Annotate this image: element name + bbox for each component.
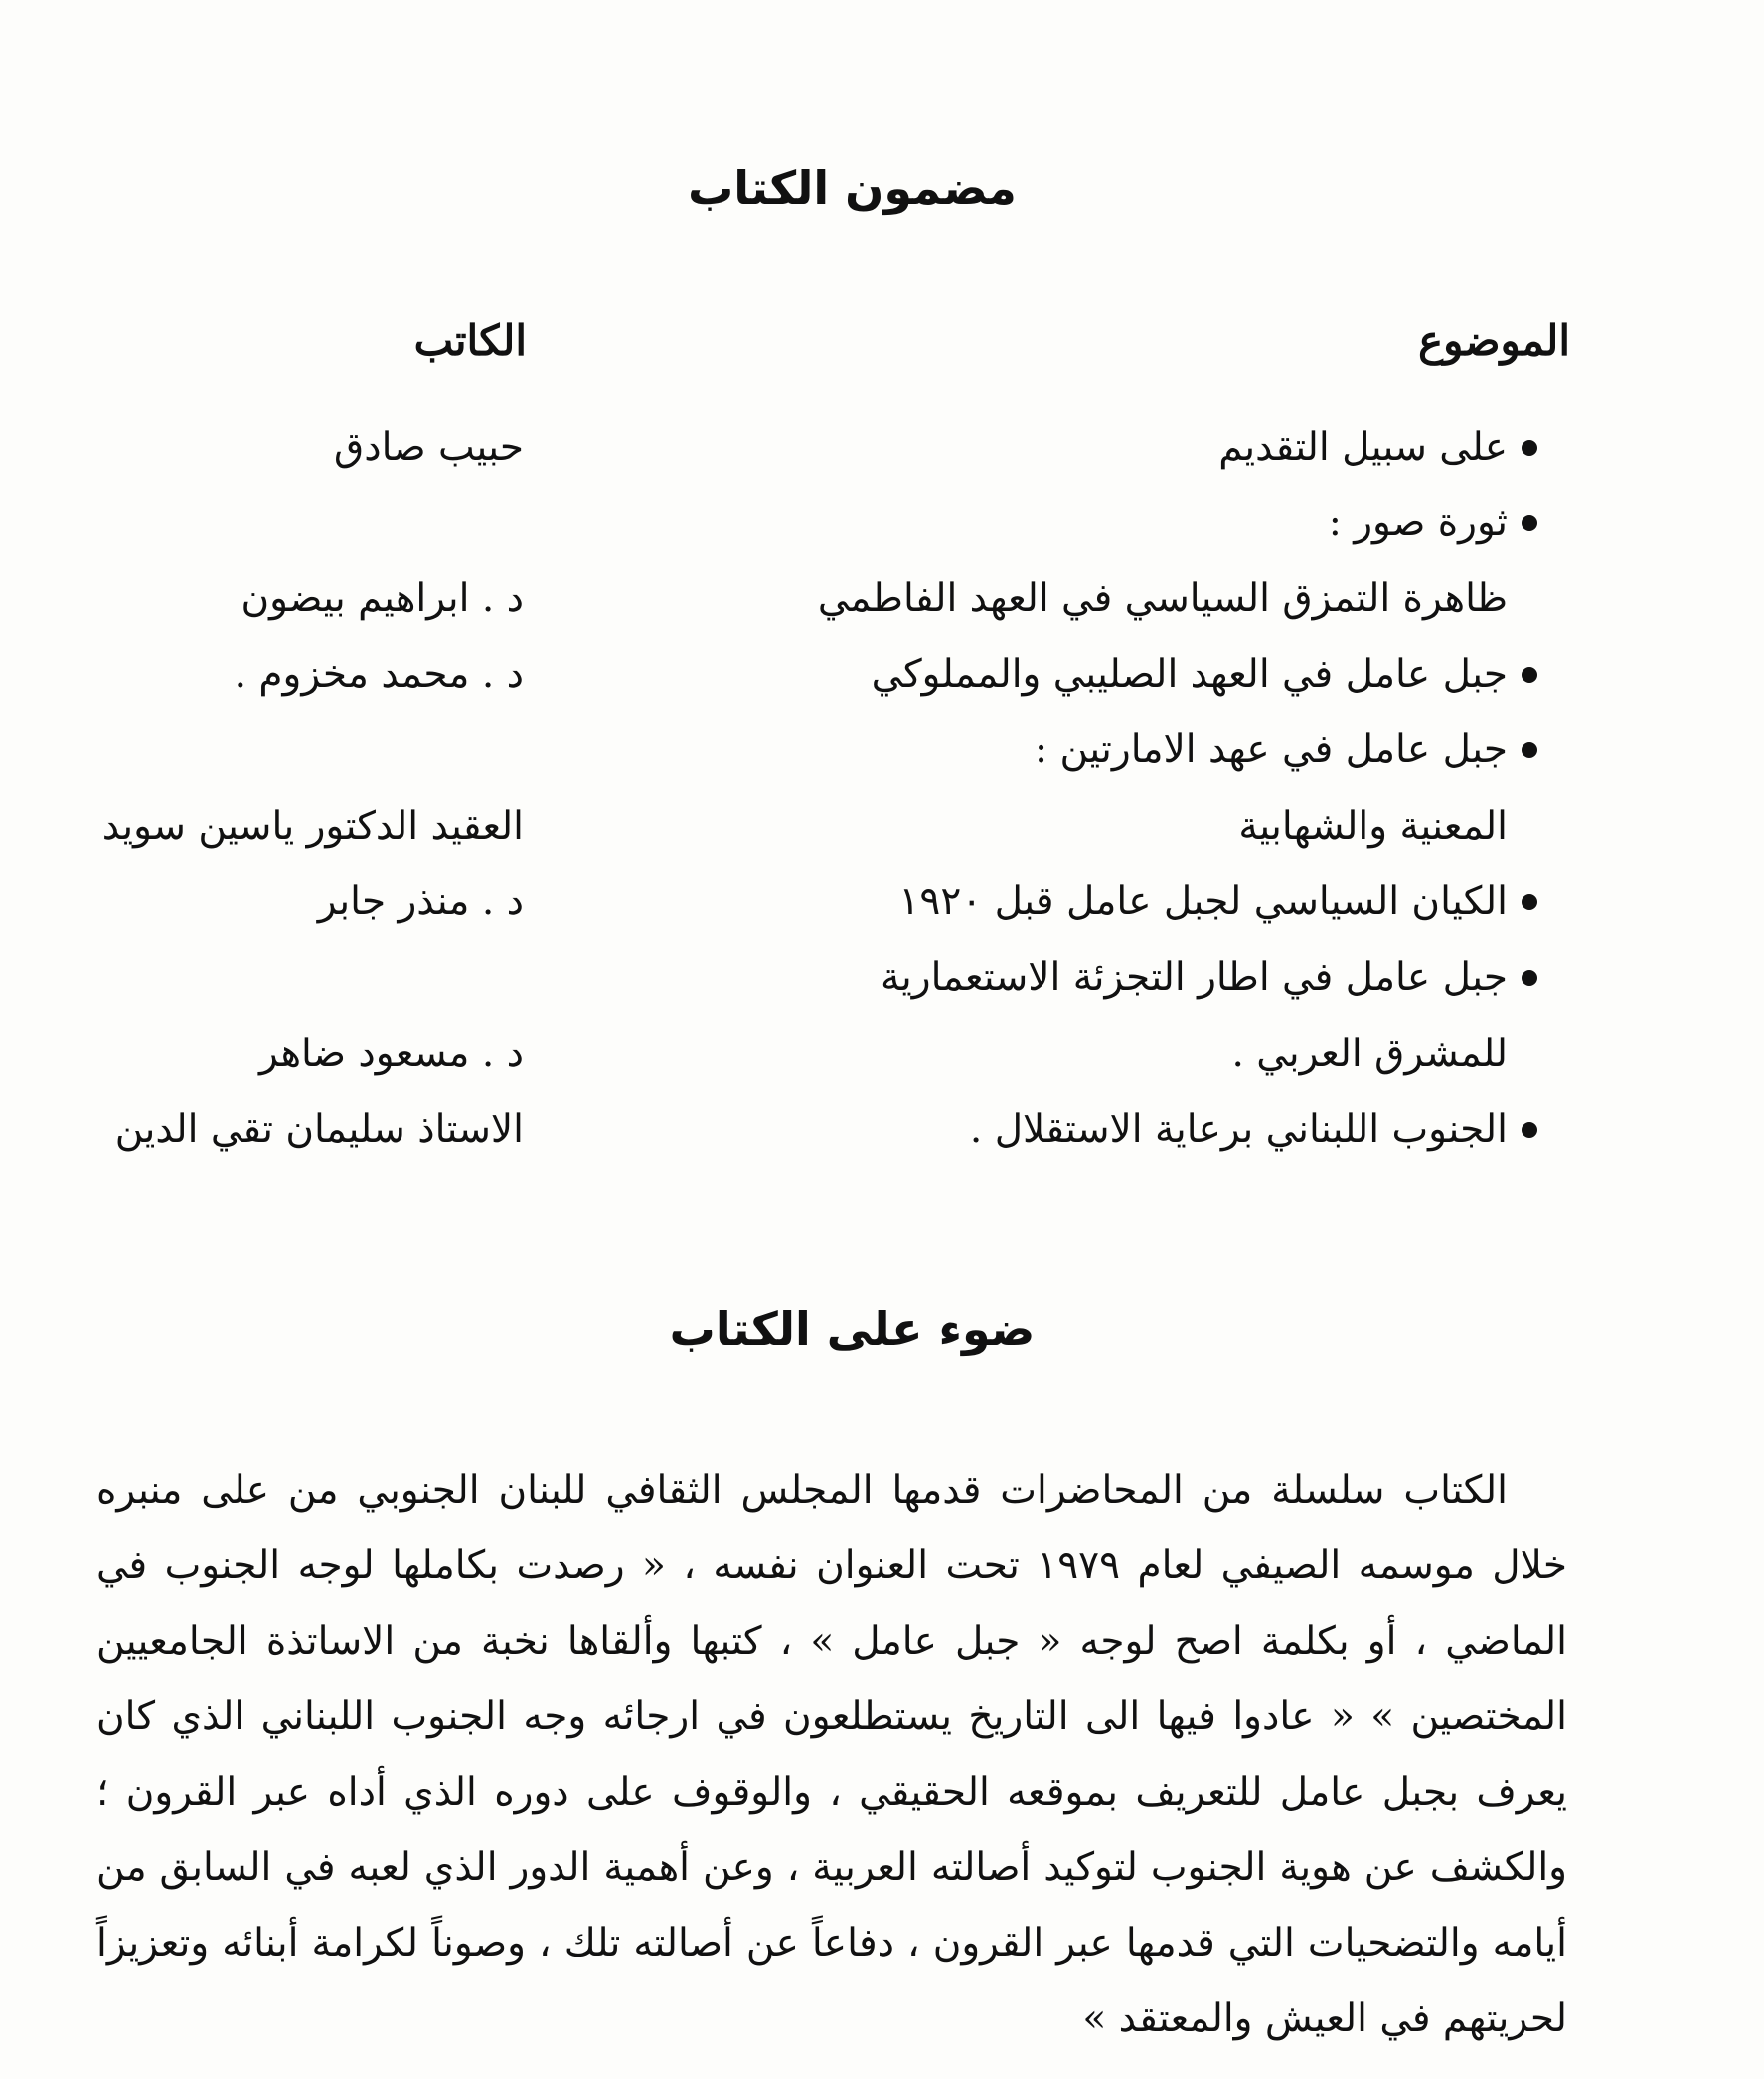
bullet-icon [1522, 515, 1537, 531]
topic-entry: جبل عامل في اطار التجزئة الاستعمارية [880, 955, 1508, 1000]
topic-entry: على سبيل التقديم [1218, 425, 1508, 470]
topic-column-header: الموضوع [1418, 316, 1570, 365]
bullet-icon [1522, 970, 1537, 986]
about-book-title: ضوء على الكتاب [669, 1302, 1036, 1356]
topic-entry-continuation: للمشرق العربي . [1231, 1032, 1508, 1076]
author-entry: الاستاذ سليمان تقي الدين [114, 1107, 524, 1152]
topic-entry: الكيان السياسي لجبل عامل قبل ١٩٢٠ [898, 880, 1508, 924]
bullet-icon [1522, 742, 1537, 758]
author-entry: د . مسعود ضاهر [258, 1032, 524, 1076]
topic-entry-continuation: المعنية والشهابية [1238, 804, 1508, 849]
bullet-icon [1522, 440, 1537, 456]
bullet-icon [1522, 1122, 1537, 1138]
author-entry: العقيد الدكتور ياسين سويد [101, 804, 524, 849]
topic-entry: ثورة صور : [1328, 500, 1508, 545]
about-book-paragraph: الكتاب سلسلة من المحاضرات قدمها المجلس الثقافي للبنان الجنوبي من على منبره خلال موسمه الصيفي لعام ١٩٧٩ تحت العنوان نفسه ، « رصدت بكاملها لوجه الجنوب في الماضي ، أو بكلمة اصح لوجه « جبل عامل » ، كتبها وألقاها نخبة من الاساتذة الجامعيين المختصين » « عادوا فيها الى التاريخ يستطلعون في ارجائه وجه الجنوب اللبناني الذي كان يعرف بجبل عامل للتعريف بموقعه الحقيقي ، والوقوف على دوره الذي أداه عبر القرون ؛ والكشف عن هوية الجنوب لتوكيد أصالته العربية ، وعن أهمية الدور الذي لعبه في السابق من أيامه والتضحيات التي قدمها عبر القرون ، دفاعاً عن أصالته تلك ، وصوناً لكرامة أبنائه وتعزيزاً لحريتهم في العيش والمعتقد » [96, 1468, 1567, 2041]
topic-entry: جبل عامل في عهد الامارتين : [1035, 727, 1508, 772]
topic-entry: الجنوب اللبناني برعاية الاستقلال . [969, 1107, 1508, 1152]
topic-entry-continuation: ظاهرة التمزق السياسي في العهد الفاطمي [817, 576, 1508, 621]
author-entry: حبيب صادق [334, 425, 524, 470]
bullet-icon [1522, 667, 1537, 683]
contents-title: مضمون الكتاب [688, 161, 1017, 215]
author-entry: د . محمد مخزوم . [234, 652, 524, 697]
author-entry: د . ابراهيم بيضون [241, 576, 524, 621]
author-column-header: الكاتب [413, 316, 527, 365]
bullet-icon [1522, 894, 1537, 910]
author-entry: د . منذر جابر [317, 880, 524, 924]
topic-entry: جبل عامل في العهد الصليبي والمملوكي [871, 652, 1508, 697]
